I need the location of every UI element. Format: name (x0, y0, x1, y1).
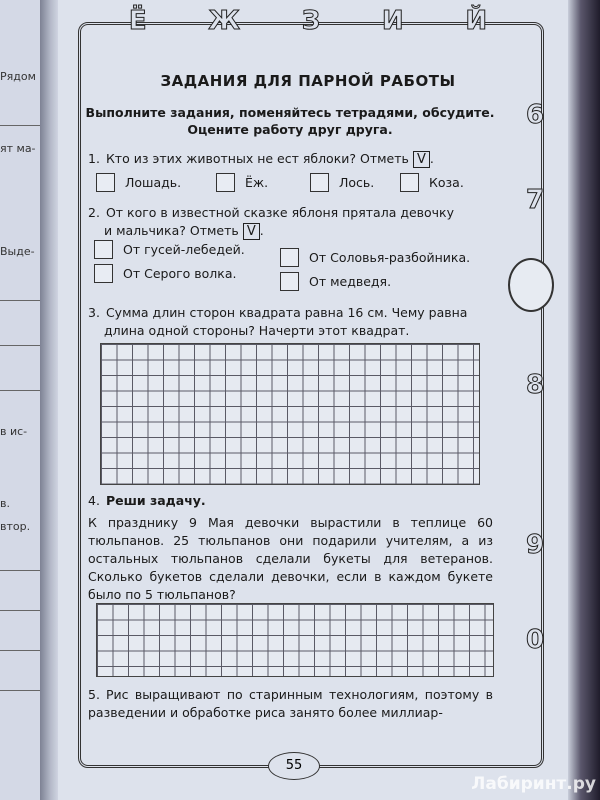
answer-checkbox[interactable] (400, 173, 419, 192)
left-rule (0, 610, 40, 611)
option-label: От медведя. (309, 274, 392, 289)
answer-option[interactable] (400, 173, 464, 192)
answer-option[interactable] (280, 272, 391, 291)
left-rule (0, 125, 40, 126)
page-edge (568, 0, 600, 800)
question-4 (88, 492, 206, 510)
drawing-grid[interactable] (100, 343, 480, 485)
left-rule (0, 650, 40, 651)
top-letters-decoration (98, 6, 518, 36)
instructions-line: Выполните задания, поменяйтесь тетрадями, обсудите. (85, 105, 495, 120)
problem-text: К празднику 9 Мая девочки вырастили в теплице 60 тюльпанов. 25 тюльпанов они подарили учителям, а из остальных тюльпанов сделали букеты для ветеранов. Сколько букетов сделали девочки, если в каждом букете было по 5 тюльпанов? (88, 515, 493, 602)
decor-digit: 0 (526, 625, 545, 655)
question-5 (88, 686, 493, 722)
balloon-drawing (508, 258, 554, 312)
instructions-line: Оцените работу друг друга. (187, 122, 393, 137)
left-rule (0, 390, 40, 391)
question-text: От кого в известной сказке яблоня прятала девочку (105, 205, 455, 220)
left-fragment: втор. (0, 520, 31, 533)
question-text: Рис выращивают по старинным технологиям, поэтому в разведении и обработке риса занято более миллиар- (88, 687, 493, 720)
answer-option[interactable] (94, 264, 236, 283)
question-text: длина одной стороны? Начерти этот квадрат. (104, 323, 410, 338)
decor-digit: 8 (526, 370, 545, 400)
decor-digit: 6 (526, 100, 545, 130)
left-fragment: в. (0, 497, 10, 510)
question-number: 4. (88, 493, 100, 508)
option-label: От гусей-лебедей. (123, 242, 245, 257)
option-label: От Серого волка. (123, 266, 237, 281)
decor-digit: 7 (526, 185, 545, 215)
question-text: Кто из этих животных не ест яблоки? Отметь (105, 151, 409, 166)
left-rule (0, 300, 40, 301)
left-rule (0, 570, 40, 571)
answer-option[interactable] (216, 173, 268, 192)
left-fragment: Выде- (0, 245, 35, 258)
left-fragment: в ис- (0, 425, 28, 438)
decor-letter: Й (465, 6, 488, 36)
option-label: Лось. (339, 175, 375, 190)
decor-letter: Ё (128, 6, 147, 36)
answer-grid[interactable] (96, 603, 494, 677)
page-title: ЗАДАНИЯ ДЛЯ ПАРНОЙ РАБОТЫ (160, 72, 456, 90)
answer-checkbox[interactable] (94, 264, 113, 283)
answer-option[interactable] (94, 240, 245, 259)
book-spine (40, 0, 58, 800)
check-sample: V (413, 151, 430, 168)
answer-option[interactable] (310, 173, 374, 192)
left-page (0, 0, 40, 800)
option-label: От Соловья-разбойника. (309, 250, 471, 265)
question-text: Реши задачу. (105, 493, 206, 508)
left-fragment: ят ма- (0, 142, 36, 155)
option-label: Коза. (429, 175, 464, 190)
option-label: Ёж. (245, 175, 269, 190)
decor-digit: 9 (526, 530, 545, 560)
check-sample: V (243, 223, 260, 240)
question-number: 5. (88, 687, 100, 702)
answer-option[interactable] (280, 248, 470, 267)
workbook-page (58, 0, 568, 800)
answer-checkbox[interactable] (280, 248, 299, 267)
answer-checkbox[interactable] (96, 173, 115, 192)
answer-checkbox[interactable] (216, 173, 235, 192)
question-1: 1. Кто из этих животных не ест яблоки? Отметь V . (88, 151, 434, 167)
answer-checkbox[interactable] (280, 272, 299, 291)
question-3 (88, 304, 467, 340)
watermark-logo: Лабиринт.ру (471, 774, 596, 794)
left-rule (0, 345, 40, 346)
question-2: 2. От кого в известной сказке яблоня прятала девочку и мальчика? Отметь V . (88, 205, 455, 239)
question-number: 3. (88, 305, 100, 320)
question-text: Сумма длин сторон квадрата равна 16 см. Чему равна (105, 305, 468, 320)
answer-checkbox[interactable] (310, 173, 329, 192)
answer-checkbox[interactable] (94, 240, 113, 259)
question-number: 2. (88, 205, 100, 220)
left-fragment: Рядом (0, 70, 36, 83)
decor-letter: Ж (208, 6, 241, 36)
question-number: 1. (88, 151, 100, 166)
answer-option[interactable] (96, 173, 181, 192)
question-text: и мальчика? Отметь (104, 223, 239, 238)
left-rule (0, 690, 40, 691)
decor-letter: И (381, 6, 404, 36)
instructions (70, 104, 510, 138)
decor-letter: З (301, 6, 321, 36)
page-number: 55 (268, 752, 320, 780)
option-label: Лошадь. (125, 175, 182, 190)
